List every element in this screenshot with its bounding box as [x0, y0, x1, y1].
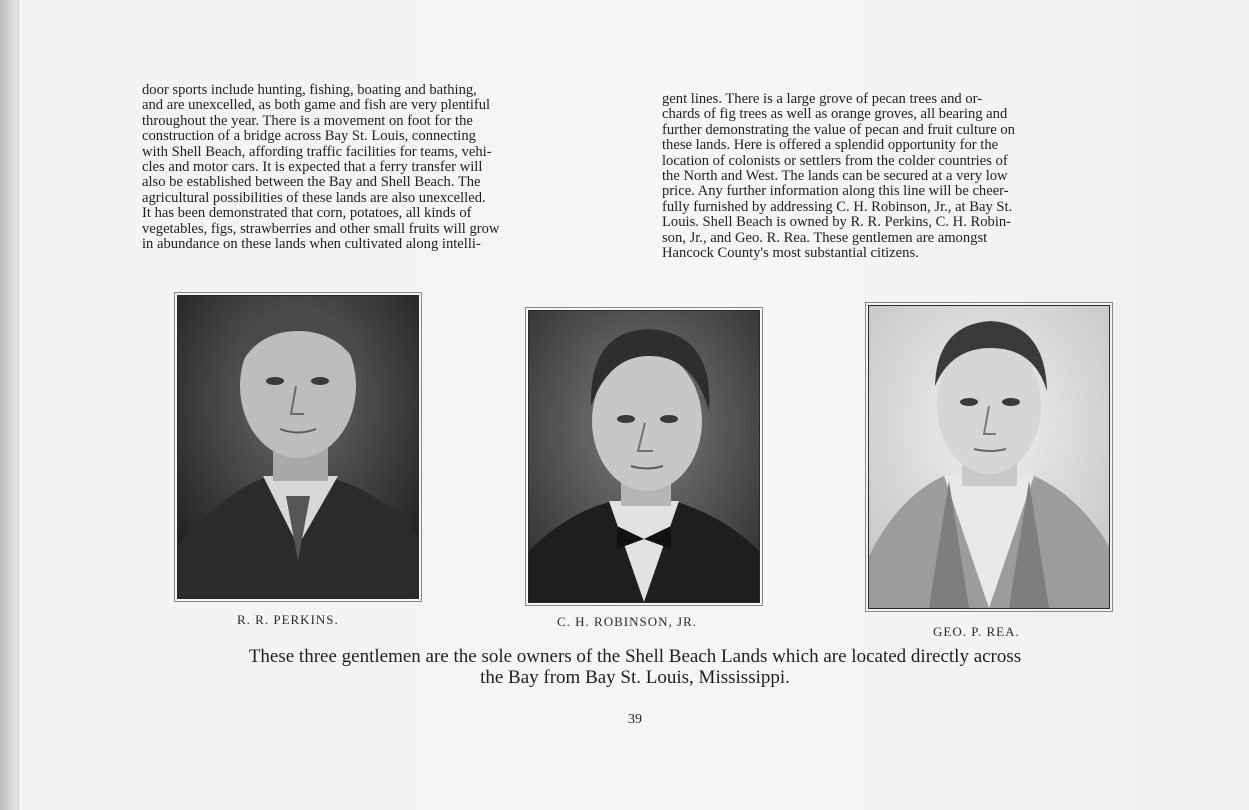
right-text-column [662, 92, 1144, 261]
left-text-column [142, 83, 624, 252]
portrait-perkins [177, 295, 419, 599]
left-column-paragraph: door sports include hunting, fishing, boating and bathing, and are unexcelled, as both game and fish are very plentiful throughout the year. There is a movement on foot for the construction of a bridge across Bay St. Louis, connecting with Shell Beach, affording traffic facilities for teams, vehi- cles and motor cars. It is expected that a ferry transfer will also be established between the Bay and Shell Beach. The agricultural possibilities of these lands are also unexcelled. It has been demonstrated that corn, potatoes, all kinds of vegetables, figs, strawberries and other small fruits will grow in abundance on these lands when cultivated along intelli- [142, 82, 500, 253]
caption-perkins: R. R. PERKINS. [237, 612, 339, 627]
summary-caption: These three gentlemen are the sole owners of the Shell Beach Lands which are located directly across the Bay from Bay St. Louis, Mississippi. [248, 646, 1022, 688]
page-number: 39 [628, 712, 642, 727]
right-column-paragraph: gent lines. There is a large grove of pecan trees and or- chards of fig trees as well as orange groves, all bearing and further demonstrating the value of pecan and fruit culture on these lands. Here is offered a splendid opportunity for the location of colonists or settlers from the colder countries of the North and West. The lands can be secured at a very low price. Any further information along this line will be cheer- fully furnished by addressing C. H. Robinson, Jr., at Bay St. Louis. Shell Beach is owned by R. R. Perkins, C. H. Robin- son, Jr., and Geo. R. Rea. These gentlemen are amongst Hancock County's most substantial citizens. [662, 91, 1015, 262]
caption-robinson: C. H. ROBINSON, JR. [557, 614, 697, 629]
portrait-robinson [528, 310, 760, 603]
portrait-rea [868, 305, 1110, 609]
caption-rea: GEO. P. REA. [933, 624, 1020, 639]
book-spine [0, 0, 19, 810]
